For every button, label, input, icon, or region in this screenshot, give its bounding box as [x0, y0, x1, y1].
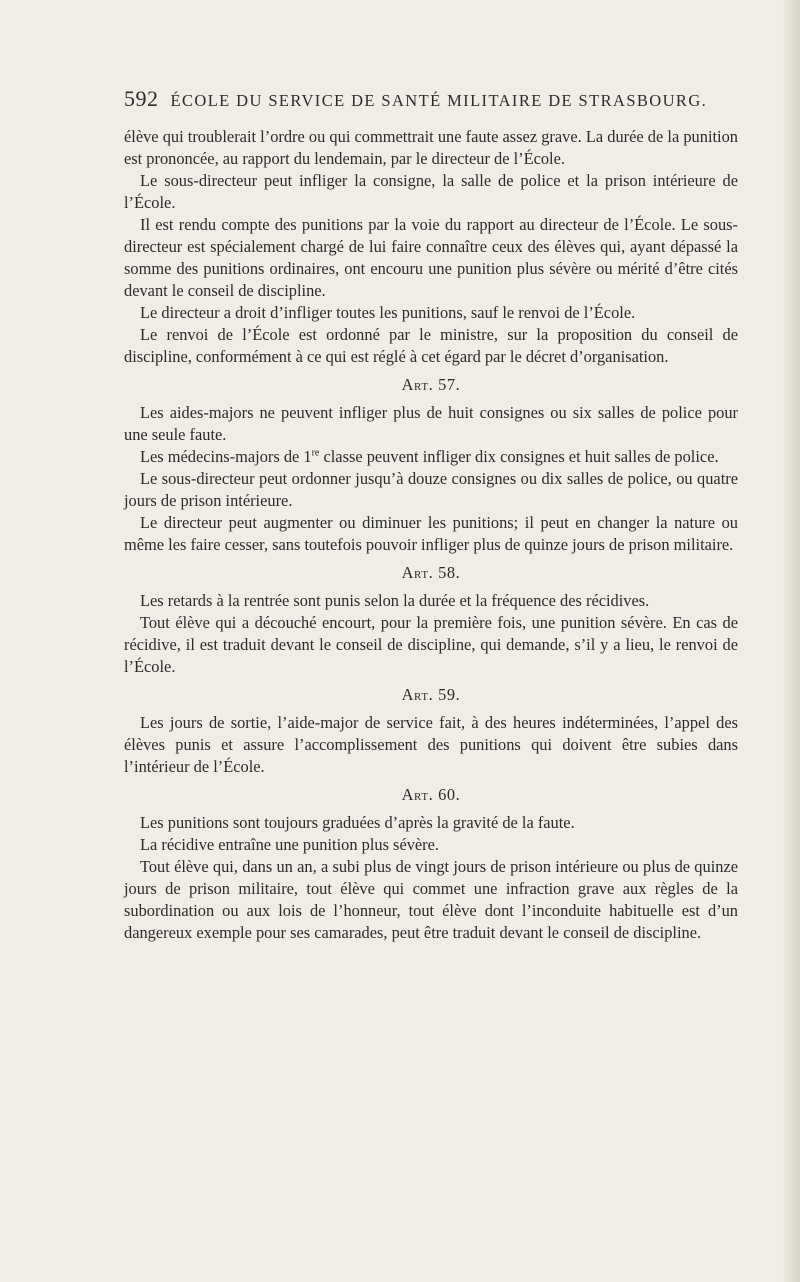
- paragraph: élève qui troublerait l’ordre ou qui commettrait une faute assez grave. La durée de la punition est prononcée, au rapport du lendemain, par le directeur de l’École.: [124, 127, 738, 168]
- page-edge-shadow: [782, 0, 800, 1282]
- article-number: 59.: [438, 685, 461, 704]
- article-number: 60.: [438, 785, 461, 804]
- article-heading-59: [124, 684, 738, 706]
- page-number: 592: [124, 86, 159, 111]
- article-heading-57: [124, 374, 738, 396]
- paragraph: Il est rendu compte des punitions par la voie du rapport au directeur de l’École. Le sous-directeur est spécialement chargé de lui faire connaître ceux des élèves qui, ayant dépassé la somme des punitions ordinaires, ont encouru une punition plus sévère ou mérité d’être cités devant le conseil de discipline.: [124, 215, 738, 300]
- paragraph: Le directeur peut augmenter ou diminuer les punitions; il peut en changer la nature ou même les faire cesser, sans toutefois pouvoir infliger plus de quinze jours de prison militaire.: [124, 513, 738, 554]
- article-heading-60: [124, 784, 738, 806]
- paragraph-text: classe peuvent infliger dix consignes et huit salles de police.: [319, 447, 719, 466]
- article-label: Art.: [401, 785, 434, 804]
- paragraph: Les punitions sont toujours graduées d’après la gravité de la faute.: [140, 813, 575, 832]
- article-label: Art.: [401, 685, 434, 704]
- paragraph: Le renvoi de l’École est ordonné par le ministre, sur la proposition du conseil de discipline, conformément à ce qui est réglé à cet égard par le décret d’organisation.: [124, 325, 738, 366]
- running-header: [124, 86, 734, 116]
- page-body: [124, 126, 738, 944]
- article-label: Art.: [401, 375, 434, 394]
- article-number: 57.: [438, 375, 461, 394]
- article-number: 58.: [438, 563, 461, 582]
- paragraph: Les jours de sortie, l’aide-major de service fait, à des heures indéterminées, l’appel des élèves punis et assure l’accomplissement des punitions qui doivent être subies dans l’intérieur de l’École.: [124, 713, 738, 776]
- paragraph: Les aides-majors ne peuvent infliger plus de huit consignes ou six salles de police pour une seule faute.: [124, 403, 738, 444]
- paragraph: Le sous-directeur peut infliger la consigne, la salle de police et la prison intérieure de l’École.: [124, 171, 738, 212]
- paragraph: Le directeur a droit d’infliger toutes les punitions, sauf le renvoi de l’École.: [140, 303, 636, 322]
- paragraph: Tout élève qui, dans un an, a subi plus de vingt jours de prison intérieure ou plus de quinze jours de prison militaire, tout élève qui commet une infraction grave aux règles de la subordination ou aux lois de l’honneur, tout élève dont l’inconduite habituelle est d’un dangereux exemple pour ses camarades, peut être traduit devant le conseil de discipline.: [124, 857, 738, 942]
- paragraph: [124, 446, 738, 468]
- paragraph: Les retards à la rentrée sont punis selon la durée et la fréquence des récidives.: [140, 591, 650, 610]
- superscript: re: [311, 447, 320, 459]
- article-label: Art.: [401, 563, 434, 582]
- paragraph: Le sous-directeur peut ordonner jusqu’à douze consignes ou dix salles de police, ou quatre jours de prison intérieure.: [124, 469, 738, 510]
- running-title: ÉCOLE DU SERVICE DE SANTÉ MILITAIRE DE STRASBOURG.: [170, 91, 708, 110]
- paragraph-text: Les médecins-majors de 1: [140, 447, 312, 466]
- paragraph: La récidive entraîne une punition plus sévère.: [140, 835, 440, 854]
- article-heading-58: [124, 562, 738, 584]
- paragraph: Tout élève qui a découché encourt, pour la première fois, une punition sévère. En cas de récidive, il est traduit devant le conseil de discipline, qui demande, s’il y a lieu, le renvoi de l’École.: [124, 613, 738, 676]
